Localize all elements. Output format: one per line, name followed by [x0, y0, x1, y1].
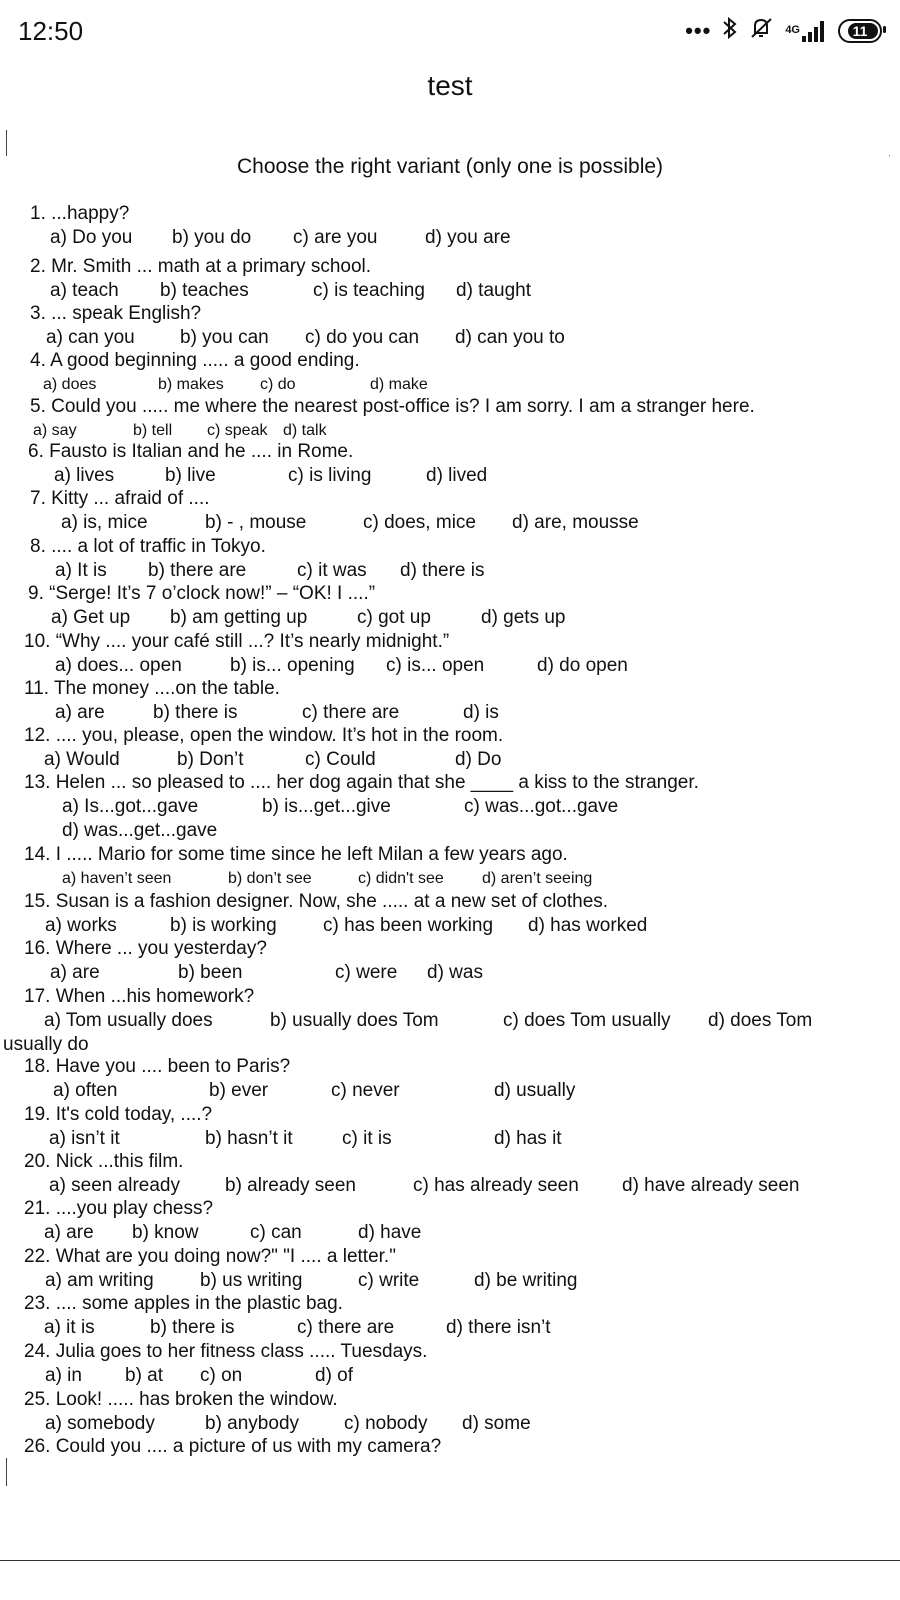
option-9-a: a) Get up	[51, 607, 131, 628]
option-11-b: b) there is	[153, 702, 238, 723]
option-9-c: c) got up	[357, 607, 431, 628]
option-7-d: d) are, mousse	[512, 512, 639, 533]
question-14: 14. I ..... Mario for some time since he left Milan a few years ago.	[24, 844, 568, 865]
option-18-a: a) often	[53, 1080, 118, 1101]
option-14-c: c) didn't see	[358, 870, 444, 887]
option-17-a: a) Tom usually does	[44, 1010, 213, 1031]
question-13: 13. Helen ... so pleased to .... her dog again that she ____ a kiss to the stranger.	[24, 772, 699, 793]
page-bottom-divider	[0, 1560, 900, 1561]
option-18-d: d) usually	[494, 1080, 576, 1101]
question-26: 26. Could you .... a picture of us with my camera?	[24, 1436, 442, 1457]
option-9-d: d) gets up	[481, 607, 566, 628]
option-19-d: d) has it	[494, 1128, 562, 1149]
option-8-b: b) there are	[148, 560, 247, 581]
instructions-heading: Choose the right variant (only one is possible)	[236, 155, 664, 178]
page-title: test	[427, 70, 473, 101]
option-1-c: c) are you	[293, 227, 378, 248]
question-8: 8. .... a lot of traffic in Tokyo.	[30, 536, 266, 557]
more-dots-icon: •••	[685, 18, 712, 43]
option-23-d: d) there isn’t	[446, 1317, 551, 1338]
option-12-a: a) Would	[44, 749, 120, 770]
option-11-c: c) there are	[302, 702, 400, 723]
question-9: 9. “Serge! It’s 7 o’clock now!” – “OK! I ....”	[28, 583, 376, 604]
option-3-a: a) can you	[46, 327, 135, 348]
option-19-b: b) hasn’t it	[205, 1128, 293, 1149]
option-1-d: d) you are	[425, 227, 511, 248]
question-3: 3. ... speak English?	[30, 303, 202, 324]
question-2: 2. Mr. Smith ... math at a primary school.	[30, 256, 372, 277]
option-20-a: a) seen already	[49, 1175, 180, 1196]
option-19-a: a) isn’t it	[49, 1128, 120, 1149]
option-9-b: b) am getting up	[170, 607, 308, 628]
option-6-b: b) live	[165, 465, 216, 486]
option-15-b: b) is working	[170, 915, 277, 936]
option-13-a: a) Is...got...gave	[62, 796, 199, 817]
option-4-b: b) makes	[158, 376, 224, 393]
option-20-d: d) have already seen	[622, 1175, 800, 1196]
option-12-c: c) Could	[305, 749, 376, 770]
question-4: 4. A good beginning ..... a good ending.	[30, 350, 360, 371]
option-20-c: c) has already seen	[413, 1175, 579, 1196]
option-17-b: b) usually does Tom	[270, 1010, 439, 1031]
option-25-a: a) somebody	[45, 1413, 155, 1434]
clock: 12:50	[18, 16, 84, 46]
question-20: 20. Nick ...this film.	[24, 1151, 184, 1172]
option-18-b: b) ever	[209, 1080, 269, 1101]
question-17: 17. When ...his homework?	[24, 986, 255, 1007]
option-11-a: a) are	[55, 702, 105, 723]
option-21-b: b) know	[132, 1222, 199, 1243]
option-24-b: b) at	[125, 1365, 164, 1386]
option-17-d: d) does Tom	[708, 1010, 813, 1031]
option-15-a: a) works	[45, 915, 117, 936]
option-17-e: usually do	[3, 1034, 89, 1055]
question-5: 5. Could you ..... me where the nearest post-office is? I am sorry. I am a stranger here.	[30, 396, 755, 417]
option-17-c: c) does Tom usually	[503, 1010, 671, 1031]
question-23: 23. .... some apples in the plastic bag.	[24, 1293, 343, 1314]
bluetooth-icon	[721, 16, 739, 46]
option-7-b: b) - , mouse	[205, 512, 307, 533]
option-13-c: c) was...got...gave	[464, 796, 619, 817]
option-16-c: c) were	[335, 962, 398, 983]
signal-4g-icon: 4G	[785, 20, 828, 42]
scroll-marker-left-bottom	[6, 1458, 7, 1486]
option-24-a: a) in	[45, 1365, 82, 1386]
option-4-d: d) make	[370, 376, 428, 393]
option-24-d: d) of	[315, 1365, 354, 1386]
option-16-a: a) are	[50, 962, 100, 983]
option-6-d: d) lived	[426, 465, 488, 486]
option-25-d: d) some	[462, 1413, 531, 1434]
option-4-c: c) do	[260, 376, 296, 393]
question-18: 18. Have you .... been to Paris?	[24, 1056, 291, 1077]
option-15-d: d) has worked	[528, 915, 648, 936]
option-13-d: d) was...get...gave	[62, 820, 218, 841]
option-8-a: a) It is	[55, 560, 107, 581]
option-25-b: b) anybody	[205, 1413, 300, 1434]
option-8-c: c) it was	[297, 560, 367, 581]
option-16-b: b) been	[178, 962, 243, 983]
option-14-d: d) aren’t seeing	[482, 870, 593, 887]
option-20-b: b) already seen	[225, 1175, 356, 1196]
option-10-b: b) is... opening	[230, 655, 355, 676]
option-13-b: b) is...get...give	[262, 796, 391, 817]
question-21: 21. ....you play chess?	[24, 1198, 214, 1219]
option-3-c: c) do you can	[305, 327, 420, 348]
option-6-c: c) is living	[288, 465, 372, 486]
option-2-b: b) teaches	[160, 280, 249, 301]
silent-off-icon	[749, 16, 775, 46]
option-22-c: c) write	[358, 1270, 420, 1291]
option-25-c: c) nobody	[344, 1413, 428, 1434]
option-2-c: c) is teaching	[313, 280, 425, 301]
question-6: 6. Fausto is Italian and he .... in Rome.	[28, 441, 354, 462]
status-icons	[685, 14, 882, 48]
question-15: 15. Susan is a fashion designer. Now, she ..... at a new set of clothes.	[24, 891, 609, 912]
option-8-d: d) there is	[400, 560, 485, 581]
option-23-c: c) there are	[297, 1317, 395, 1338]
option-23-a: a) it is	[44, 1317, 95, 1338]
option-10-a: a) does... open	[55, 655, 182, 676]
question-24: 24. Julia goes to her fitness class ..... Tuesdays.	[24, 1341, 428, 1362]
scroll-marker-left	[6, 130, 7, 156]
question-10: 10. “Why .... your café still ...? It’s nearly midnight.”	[24, 631, 450, 652]
option-1-a: a) Do you	[50, 227, 133, 248]
option-14-a: a) haven’t seen	[62, 870, 172, 887]
option-14-b: b) don’t see	[228, 870, 312, 887]
option-2-d: d) taught	[456, 280, 531, 301]
option-7-a: a) is, mice	[61, 512, 148, 533]
option-21-d: d) have	[358, 1222, 422, 1243]
question-11: 11. The money ....on the table.	[24, 678, 280, 699]
question-7: 7. Kitty ... afraid of ....	[30, 488, 210, 509]
question-16: 16. Where ... you yesterday?	[24, 938, 267, 959]
option-22-b: b) us writing	[200, 1270, 303, 1291]
option-4-a: a) does	[43, 376, 97, 393]
option-5-d: d) talk	[283, 422, 327, 439]
option-1-b: b) you do	[172, 227, 252, 248]
question-25: 25. Look! ..... has broken the window.	[24, 1389, 338, 1410]
question-22: 22. What are you doing now?" "I .... a letter."	[24, 1246, 396, 1267]
option-23-b: b) there is	[150, 1317, 235, 1338]
option-15-c: c) has been working	[323, 915, 494, 936]
option-6-a: a) lives	[54, 465, 115, 486]
option-16-d: d) was	[427, 962, 483, 983]
option-24-c: c) on	[200, 1365, 243, 1386]
option-11-d: d) is	[463, 702, 499, 723]
option-2-a: a) teach	[50, 280, 119, 301]
option-3-b: b) you can	[180, 327, 269, 348]
option-12-b: b) Don’t	[177, 749, 244, 770]
option-7-c: c) does, mice	[363, 512, 476, 533]
option-22-d: d) be writing	[474, 1270, 578, 1291]
status-bar	[0, 0, 900, 62]
option-12-d: d) Do	[455, 749, 502, 770]
option-21-c: c) can	[250, 1222, 302, 1243]
option-19-c: c) it is	[342, 1128, 392, 1149]
option-22-a: a) am writing	[45, 1270, 154, 1291]
battery-icon: 11	[838, 19, 882, 43]
option-5-c: c) speak	[207, 422, 268, 439]
option-21-a: a) are	[44, 1222, 94, 1243]
option-5-b: b) tell	[133, 422, 173, 439]
option-18-c: c) never	[331, 1080, 400, 1101]
option-10-d: d) do open	[537, 655, 628, 676]
question-19: 19. It's cold today, ....?	[24, 1104, 213, 1125]
question-1: 1. ...happy?	[30, 203, 130, 224]
option-10-c: c) is... open	[386, 655, 485, 676]
question-12: 12. .... you, please, open the window. It’s hot in the room.	[24, 725, 504, 746]
option-5-a: a) say	[33, 422, 77, 439]
option-3-d: d) can you to	[455, 327, 565, 348]
